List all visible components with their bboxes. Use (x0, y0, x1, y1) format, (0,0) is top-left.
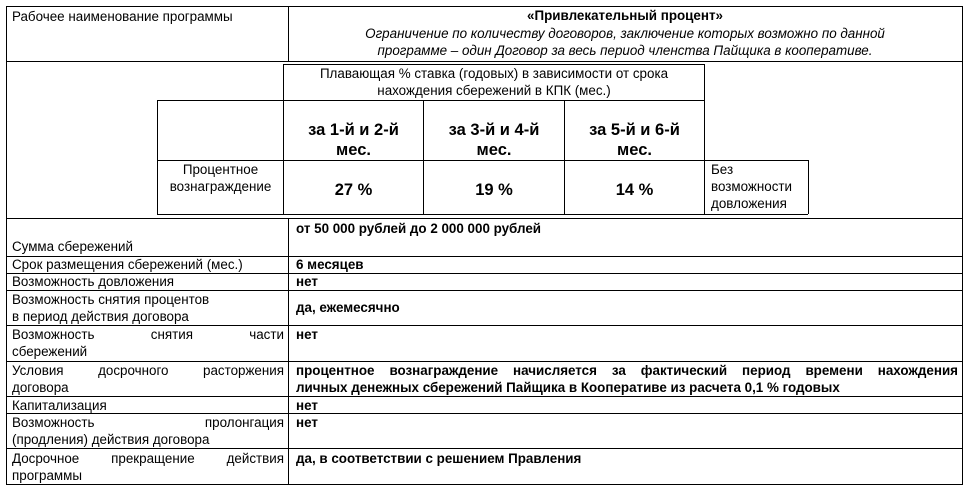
rate-value: 14 % (615, 181, 654, 199)
term-label: Срок размещения сбережений (мес.) (12, 257, 243, 272)
no-topup-note-line3: довложения (711, 196, 787, 211)
header-bottom-rule (6, 61, 963, 62)
period-header-unit: мес. (336, 141, 371, 159)
capitalization-label: Капитализация (12, 398, 107, 413)
savings-amount-value: от 50 000 рублей до 2 000 000 рублей (296, 221, 542, 236)
topup-value: нет (296, 274, 318, 289)
rate-caption-line1: Плавающая % ставка (годовых) в зависимости от срока (319, 66, 669, 81)
period-header-unit: мес. (476, 141, 512, 159)
early-termination-value-line2: личных денежных сбережений Пайщика в Кооперативе из расчета 0,1 % годовых (296, 380, 840, 395)
period-header: за 1-й и 2-й (308, 121, 399, 139)
conditions-divider (288, 218, 289, 485)
rate-caption-line2: нахождения сбережений в КПК (мес.) (377, 83, 611, 98)
program-title: «Привлекательный процент» (527, 8, 723, 23)
period-header-unit: мес. (617, 141, 652, 159)
capitalization-value: нет (296, 398, 318, 413)
program-name-label: Рабочее наименование программы (12, 9, 233, 24)
program-subtitle-line2: программе – один Договор за весь период членства Пайщика в кооперативе. (377, 43, 873, 58)
savings-amount-label: Сумма сбережений (12, 239, 133, 254)
partial-withdrawal-value: нет (296, 327, 318, 342)
early-termination-label-line2: договора (12, 380, 69, 395)
rate-value: 19 % (475, 181, 513, 199)
interest-withdrawal-label-line2: в период действия договора (12, 309, 189, 324)
topup-label: Возможность довложения (12, 274, 175, 289)
header-divider (288, 6, 289, 61)
prolongation-label-line2: (продления) действия договора (12, 432, 210, 447)
rate-value: 27 % (334, 181, 373, 199)
program-termination-label-line2: программы (12, 468, 82, 483)
interest-label-line1: Процентное (182, 162, 259, 177)
no-topup-note-line1: Без (711, 162, 734, 177)
term-value: 6 месяцев (296, 257, 364, 272)
partial-withdrawal-label-line1: Возможность снятия части (12, 327, 284, 342)
program-termination-value: да, в соответствии с решением Правления (296, 451, 582, 466)
program-termination-label-line1: Досрочное прекращение действия (12, 451, 284, 466)
prolongation-value: нет (296, 415, 318, 430)
interest-withdrawal-label-line1: Возможность снятия процентов (12, 292, 210, 307)
interest-withdrawal-value: да, ежемесячно (296, 300, 400, 315)
prolongation-label-line1: Возможность пролонгация (12, 415, 284, 430)
no-topup-note-line2: возможности (711, 179, 793, 194)
program-subtitle-line1: Ограничение по количеству договоров, заключение которых возможно по данной (365, 26, 885, 41)
period-header: за 3-й и 4-й (448, 121, 540, 139)
partial-withdrawal-label-line2: сбережений (12, 344, 88, 359)
interest-label-line2: вознаграждение (169, 179, 272, 194)
period-header: за 5-й и 6-й (589, 121, 680, 139)
early-termination-value-line1: процентное вознаграждение начисляется за фактический период времени нахождения (296, 363, 958, 378)
early-termination-label-line1: Условия досрочного расторжения (12, 363, 284, 378)
